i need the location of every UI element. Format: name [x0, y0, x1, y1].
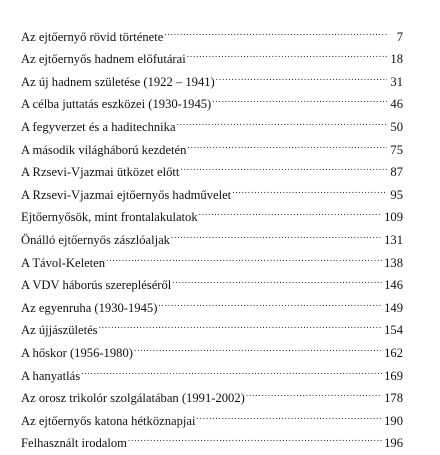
toc-entry-title: A Rzsevi-Vjazmai ejtőernyős hadművelet — [21, 187, 232, 202]
toc-entry-title: A célba juttatás eszközei (1930-1945) — [21, 97, 212, 112]
toc-entry-page: 95 — [390, 187, 403, 202]
toc-dot-leader — [99, 312, 383, 335]
toc-entry-page: 178 — [384, 391, 403, 406]
toc-entry-title: Az ejtőernyős katona hétköznapjai — [21, 413, 196, 428]
toc-dot-leader — [187, 131, 387, 154]
toc-entry-title: Önálló ejtőernyős zászlóaljak — [21, 232, 170, 247]
toc-entry-page: 18 — [390, 52, 403, 67]
toc-dot-leader — [216, 63, 387, 86]
toc-entry — [21, 18, 403, 44]
toc-entry-page: 162 — [384, 345, 403, 360]
toc-entry-page: 109 — [384, 210, 403, 225]
toc-dot-leader — [172, 267, 382, 290]
toc-entry-title: Felhasznált irodalom — [21, 436, 127, 451]
toc-entry-page: 46 — [390, 97, 403, 112]
toc-entry-title: Az újjászületés — [21, 323, 98, 338]
toc-entry-title: Az ejtőernyő rövid története — [21, 29, 164, 44]
toc-entry-page: 7 — [396, 29, 403, 44]
toc-dot-leader — [232, 176, 387, 199]
toc-dot-leader — [164, 18, 387, 41]
toc-entry-title: A Távol-Keleten — [21, 255, 106, 270]
toc-entry-page: 50 — [390, 119, 403, 134]
toc-entry-title: A hőskor (1956-1980) — [21, 345, 133, 360]
toc-entry-title: A hanyatlás — [21, 368, 81, 383]
toc-dot-leader — [134, 334, 382, 357]
toc-entry-title: A második világháború kezdetén — [21, 142, 187, 157]
toc-dot-leader — [197, 402, 383, 425]
toc-entry-title: A fegyverzet és a haditechnika — [21, 119, 176, 134]
toc-entry-title: Az ejtőernyős hadnem előfutárai — [21, 52, 186, 67]
toc-dot-leader — [177, 108, 387, 131]
toc-entry-page: 169 — [384, 368, 403, 383]
toc-dot-leader — [81, 357, 382, 380]
toc-dot-leader — [212, 86, 387, 109]
toc-entry-page: 196 — [384, 436, 403, 451]
toc-entry-page: 75 — [390, 142, 403, 157]
toc-entry-title: Az orosz trikolór szolgálatában (1991-2002) — [21, 391, 245, 406]
toc-entry-page: 146 — [384, 278, 403, 293]
toc-dot-leader — [106, 244, 382, 267]
toc-entry-page: 131 — [384, 232, 403, 247]
toc-entry-title: Az egyenruha (1930-1945) — [21, 300, 158, 315]
toc-entry-page: 31 — [390, 74, 403, 89]
toc-entry-title: Az új hadnem születése (1922 – 1941) — [21, 74, 215, 89]
toc-dot-leader — [180, 154, 387, 177]
toc-entry-title: Ejtőernyősök, mint frontalakulatok — [21, 210, 198, 225]
toc-entry-page: 154 — [384, 323, 403, 338]
toc-dot-leader — [187, 41, 387, 64]
toc-entry-page: 87 — [390, 165, 403, 180]
toc-dot-leader — [171, 221, 382, 244]
toc-entry-page: 149 — [384, 300, 403, 315]
table-of-contents — [21, 18, 403, 451]
toc-dot-leader — [158, 289, 382, 312]
toc-entry-page: 190 — [384, 413, 403, 428]
toc-dot-leader — [199, 199, 382, 222]
toc-entry-title: A Rzsevi-Vjazmai ütközet előtt — [21, 165, 180, 180]
toc-entry-title: A VDV háborús szerepléséről — [21, 278, 172, 293]
toc-entry-page: 138 — [384, 255, 403, 270]
toc-dot-leader — [128, 425, 382, 448]
toc-dot-leader — [246, 380, 382, 403]
